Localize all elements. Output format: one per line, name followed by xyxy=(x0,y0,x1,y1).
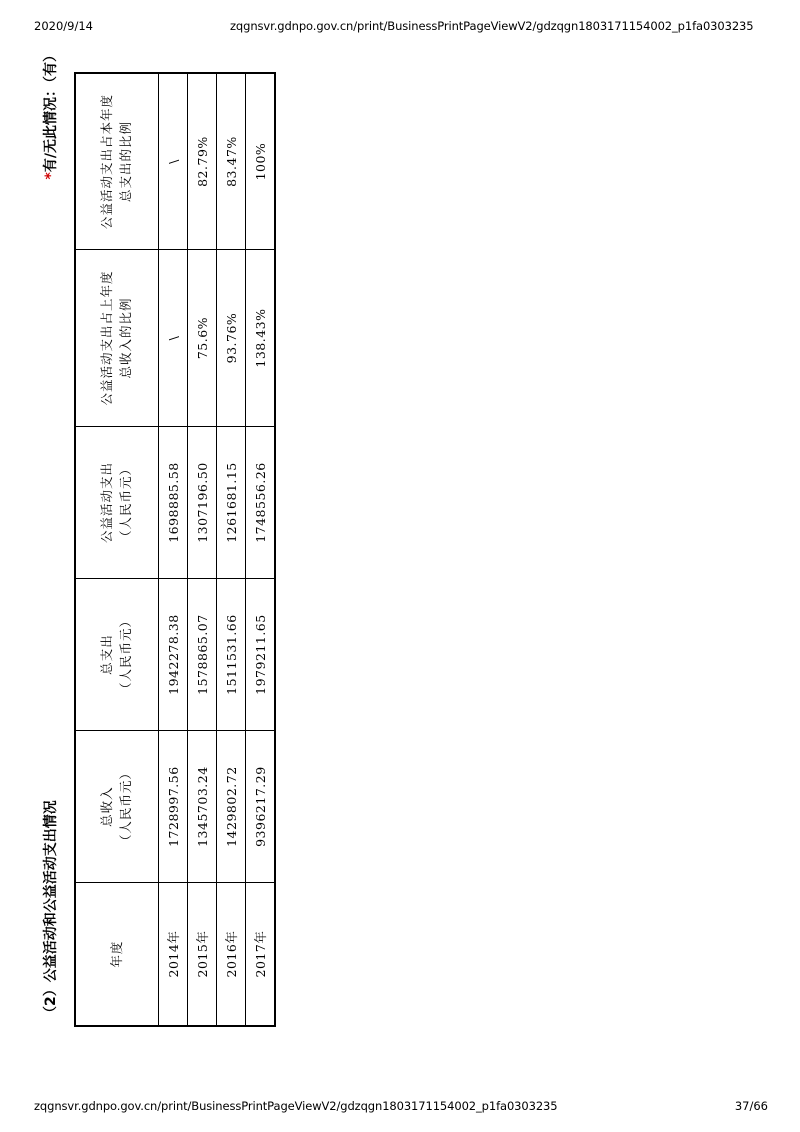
status-label: 有/无此情况： xyxy=(43,83,59,173)
cell-ratio-curr-expense: \ xyxy=(159,73,188,250)
cell-year: 2015年 xyxy=(188,883,217,1026)
cell-year: 2017年 xyxy=(246,883,276,1026)
cell-total-expense: 1578865.07 xyxy=(188,579,217,731)
status-value: （有） xyxy=(43,48,59,83)
cell-charity-expense: 1698885.58 xyxy=(159,426,188,578)
table-row xyxy=(159,73,188,1026)
table-header-row xyxy=(75,73,159,1026)
cell-total-income: 1728997.56 xyxy=(159,731,188,883)
cell-year: 2016年 xyxy=(217,883,246,1026)
cell-charity-expense: 1307196.50 xyxy=(188,426,217,578)
table-row xyxy=(246,73,276,1026)
cell-year: 2014年 xyxy=(159,883,188,1026)
footer-url: zqgnsvr.gdnpo.gov.cn/print/BusinessPrintPageViewV2/gdzqgn1803171154002_p1fa0303235 xyxy=(34,1099,558,1113)
cell-total-income: 1429802.72 xyxy=(217,731,246,883)
header-ratio-prev-income: 公益活动支出占上年度 总收入的比例 xyxy=(75,250,159,427)
header-url: zqgnsvr.gdnpo.gov.cn/print/BusinessPrintPageViewV2/gdzqgn1803171154002_p1fa0303235 xyxy=(230,19,754,33)
table-row xyxy=(188,73,217,1026)
section-title: （2）公益活动和公益活动支出情况 xyxy=(43,800,59,1020)
cell-ratio-prev-income: 93.76% xyxy=(217,250,246,427)
cell-total-expense: 1942278.38 xyxy=(159,579,188,731)
cell-total-income: 9396217.29 xyxy=(246,731,276,883)
status-indicator xyxy=(40,48,60,179)
cell-total-expense: 1511531.66 xyxy=(217,579,246,731)
cell-charity-expense: 1261681.15 xyxy=(217,426,246,578)
header-year: 年度 xyxy=(75,883,159,1026)
cell-ratio-prev-income: 138.43% xyxy=(246,250,276,427)
cell-total-income: 1345703.24 xyxy=(188,731,217,883)
cell-ratio-curr-expense: 82.79% xyxy=(188,73,217,250)
cell-ratio-prev-income: 75.6% xyxy=(188,250,217,427)
header-ratio-curr-expense: 公益活动支出占本年度 总支出的比例 xyxy=(75,73,159,250)
rotated-content xyxy=(30,40,330,1040)
cell-total-expense: 1979211.65 xyxy=(246,579,276,731)
header-charity-expense: 公益活动支出 （人民币元） xyxy=(75,426,159,578)
cell-ratio-curr-expense: 83.47% xyxy=(217,73,246,250)
expenditure-table xyxy=(74,72,276,1027)
header-total-income: 总收入 （人民币元） xyxy=(75,731,159,883)
cell-ratio-prev-income: \ xyxy=(159,250,188,427)
print-date: 2020/9/14 xyxy=(34,19,93,33)
header-total-expense: 总支出 （人民币元） xyxy=(75,579,159,731)
page-number: 37/66 xyxy=(734,1099,768,1113)
cell-ratio-curr-expense: 100% xyxy=(246,73,276,250)
cell-charity-expense: 1748556.26 xyxy=(246,426,276,578)
required-star: * xyxy=(43,172,59,180)
table-row xyxy=(217,73,246,1026)
